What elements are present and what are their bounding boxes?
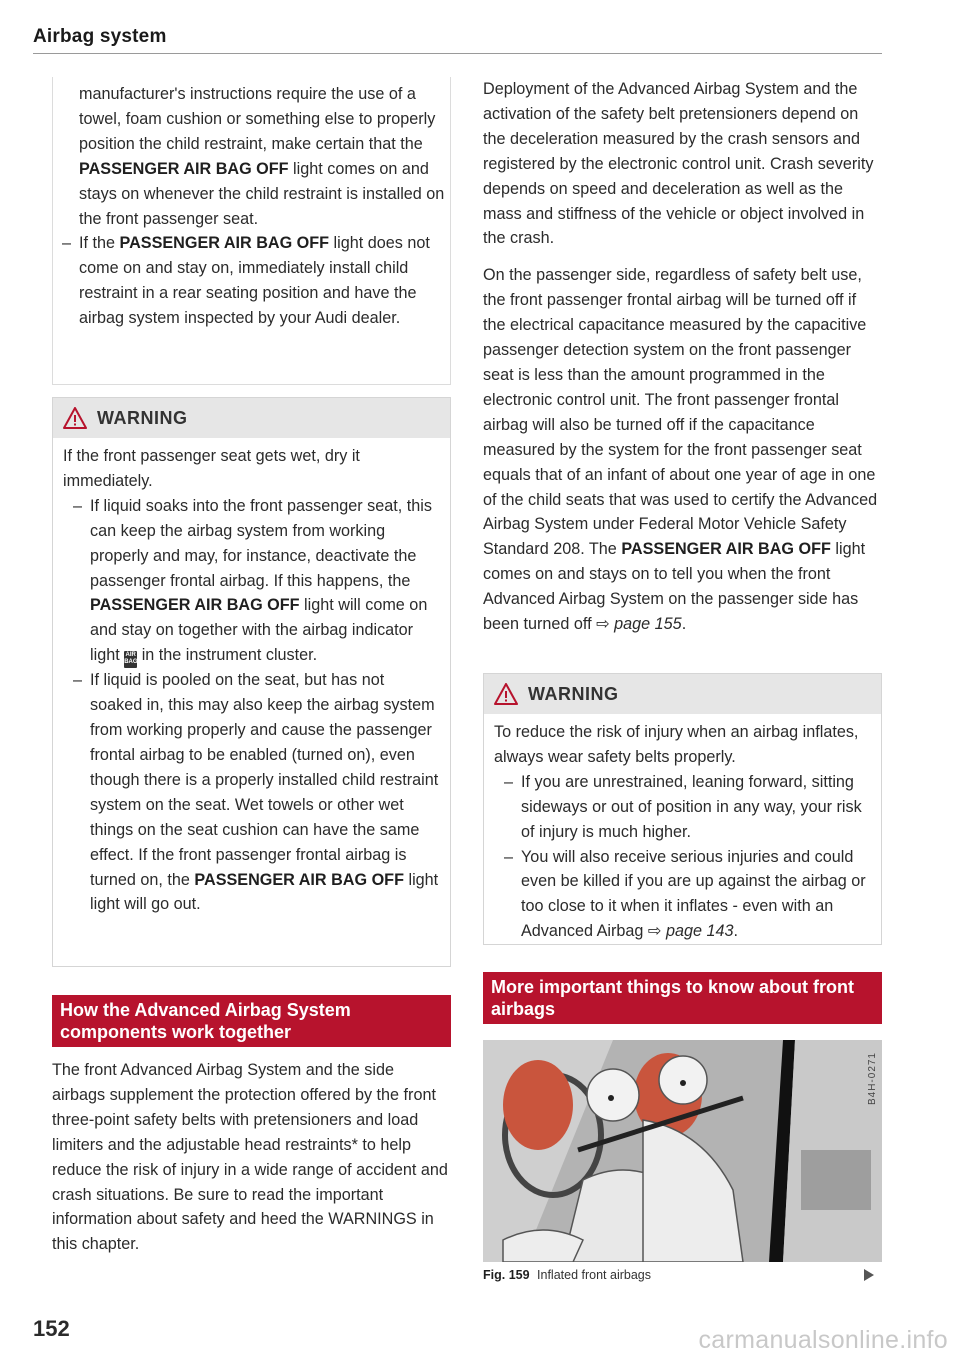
text-span: If liquid soaks into the front passenger seat, this can keep the airbag system from working properly and may, for instance, deactivate the passenger frontal airbag. If this happens, the [90, 496, 432, 590]
warning-header [53, 398, 450, 438]
warning-intro: If the front passenger seat gets wet, dry it immediately. [63, 447, 360, 490]
bullet-dash: – [62, 234, 72, 253]
continued-note-box [52, 77, 451, 385]
section-heading-components: How the Advanced Airbag System components work together [52, 995, 451, 1047]
next-page-arrow-icon[interactable] [864, 1269, 874, 1281]
caption-label: Fig. 159 [483, 1268, 530, 1282]
warning-label: WARNING [528, 683, 619, 704]
text-span: light will come on and stay on together with the airbag indicator light [90, 596, 428, 665]
warning-triangle-icon [494, 683, 518, 705]
warning-body [484, 714, 881, 950]
page-reference-link[interactable]: ⇨ page 143 [647, 922, 734, 941]
bold-term: PASSENGER AIR BAG OFF [119, 234, 330, 253]
airbag-indicator-icon: AIR BAG [124, 651, 137, 668]
warning-box-safety-belts [483, 673, 882, 945]
figure-code: B4H-0271 [867, 1052, 878, 1106]
bullet-item [63, 668, 440, 917]
text-span: You will also receive serious injuries and could even be killed if you are up against the airbag or too close to it when it inflates - even with an Advanced Airbag [521, 847, 866, 941]
text-span: If the [79, 234, 120, 253]
warning-body [53, 438, 450, 923]
body-paragraph: The front Advanced Airbag System and the side airbags supplement the protection offered by the front three-point safety belts with pretensioners and load limiters and the adjustable head restraints* to help reduce the risk of injury in a wide range of accident and crash situations. Be sure to read the important information about safety and heed the WARNINGS in this chapter. [52, 1061, 448, 1254]
text-span: light comes on and stays on to tell you when the front Advanced Airbag System on the passenger side has been turned off [483, 540, 866, 634]
text-span: light does not come on and stay on, immediately install child restraint in a rear seating position and have the airbag system inspected by your Audi dealer. [79, 234, 430, 328]
airbag-illustration [483, 1040, 882, 1262]
bullet-item [494, 845, 871, 945]
caption-text: Inflated front airbags [537, 1268, 651, 1282]
warning-box-wet-seat [52, 397, 451, 967]
warning-label: WARNING [97, 407, 188, 428]
text-span: If you are unrestrained, leaning forward, sitting sideways or out of position in any way, your risk of injury is much higher. [521, 772, 862, 841]
bullet-dash: – [504, 772, 514, 791]
body-paragraph: Deployment of the Advanced Airbag System and the activation of the safety belt pretensioners depend on the deceleration measured by the crash sensors and registered by the electronic control unit. Crash severity depends on speed and deceleration as well as the mass and stiffness of the vehicle or object involved in the crash. [483, 80, 874, 248]
text-span: . [733, 922, 738, 941]
bold-term: PASSENGER AIR BAG OFF [194, 870, 404, 889]
continued-paragraph [79, 82, 450, 231]
right-column-text [483, 77, 883, 637]
body-paragraph [483, 263, 883, 637]
text-span: . [681, 615, 687, 634]
section-heading-front-airbags: More important things to know about front airbags [483, 972, 882, 1024]
bullet-dash: – [73, 671, 83, 690]
bullet-item [494, 770, 871, 845]
figure-inflated-airbags [483, 1040, 882, 1262]
text-span: in the instrument cluster. [137, 646, 318, 665]
bold-term: PASSENGER AIR BAG OFF [621, 540, 831, 559]
page-number: 152 [33, 1316, 70, 1341]
bullet-item [63, 494, 440, 668]
bullet-item [52, 231, 450, 331]
page-header-title: Airbag system [33, 26, 167, 47]
text-span: light light will go out. [90, 870, 439, 914]
bullet-dash: – [73, 496, 83, 515]
figure-caption [483, 1268, 651, 1282]
bullet-dash: – [504, 847, 514, 866]
header-divider [33, 53, 882, 54]
left-body-text [52, 1058, 450, 1257]
text-span: manufacturer's instructions require the use of a towel, foam cushion or something else to properly position the child restraint, make certain that the [79, 85, 436, 153]
watermark: carmanualsonline.info [698, 1326, 948, 1354]
text-span: On the passenger side, regardless of safety belt use, the front passenger frontal airbag will be turned off if the electrical capacitance measured by the capacitive passenger detection system on the front passenger seat is less than the amount programmed in the electronic control unit. The front passenger frontal airbag will also be turned off if the capacitance measured by the system for the front passenger seat equals that of an infant of about one year of age in one of the child seats that was used to certify the Advanced Airbag System under Federal Motor Vehicle Safety Standard 208. The [483, 266, 878, 559]
warning-intro: To reduce the risk of injury when an airbag inflates, always wear safety belts properly. [494, 723, 859, 766]
warning-header [484, 674, 881, 714]
bold-term: PASSENGER AIR BAG OFF [90, 596, 300, 615]
text-span: light comes on and stays on whenever the child restraint is installed on the front passenger seat. [79, 159, 445, 228]
text-span: If liquid is pooled on the seat, but has not soaked in, this may also keep the airbag system from working properly and cause the passenger frontal airbag to be enabled (turned on), even though there is a properly installed child restraint system on the seat. Wet towels or other wet things on the seat cushion can have the same effect. If the front passenger frontal airbag is turned on, the [90, 671, 439, 889]
bold-term: PASSENGER AIR BAG OFF [79, 159, 289, 178]
page-reference-link[interactable]: ⇨ page 155 [596, 615, 682, 634]
warning-triangle-icon [63, 407, 87, 429]
